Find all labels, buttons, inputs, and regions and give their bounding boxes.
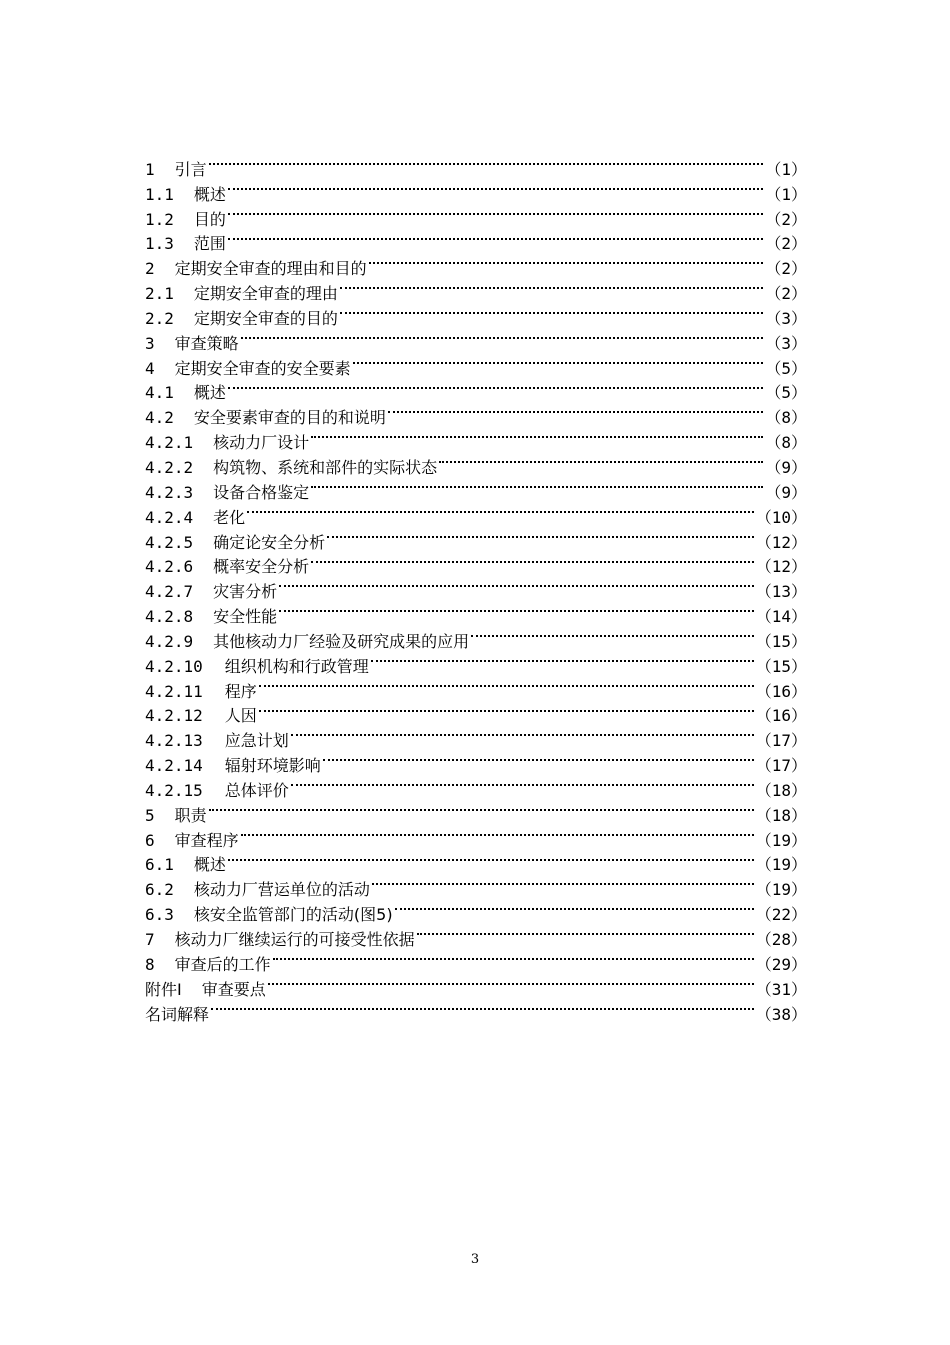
toc-entry-number: 1.2 [145, 209, 174, 229]
toc-entry-number: 4.2.4 [145, 507, 194, 527]
toc-entry-title: 审查程序 [174, 830, 239, 850]
toc-dot-leader [279, 572, 754, 597]
toc-dot-leader [323, 746, 754, 771]
toc-entry-number: 4.1 [145, 383, 174, 403]
toc-dot-leader [471, 622, 754, 647]
toc-entry-number: 1 [145, 159, 155, 179]
toc-dot-leader [259, 697, 754, 722]
toc-entry-number: 4.2.9 [145, 631, 194, 651]
toc-entry-number: 3 [145, 333, 155, 353]
toc-dot-leader [291, 721, 754, 746]
toc-dot-leader [340, 274, 763, 299]
toc-entry-page: （22） [755, 905, 807, 925]
toc-dot-leader [273, 945, 754, 970]
toc-dot-leader [228, 200, 763, 225]
toc-entry-page: （38） [755, 1004, 807, 1024]
toc-dot-leader [209, 796, 754, 821]
toc-dot-leader [417, 920, 754, 945]
toc-dot-leader [340, 299, 763, 324]
toc-entry-page: （12） [755, 557, 807, 577]
toc-entry-page: （18） [755, 780, 807, 800]
toc-entry-page: （17） [755, 756, 807, 776]
toc-entry[interactable] [145, 374, 807, 403]
toc-entry[interactable] [145, 846, 807, 875]
toc-entry-title: 目的 [193, 209, 226, 229]
toc-entry-title: 构筑物、系统和部件的实际状态 [213, 457, 438, 477]
toc-entry-page: （3） [765, 308, 807, 328]
page-number: 3 [470, 1252, 480, 1267]
toc-entry-number: 4.2.8 [145, 607, 194, 627]
toc-entry-page: （10） [755, 507, 807, 527]
toc-entry-page: （1） [765, 159, 807, 179]
toc-entry-number: 1.3 [145, 234, 174, 254]
toc-dot-leader [241, 324, 764, 349]
toc-entry-number: 4.2.14 [145, 756, 203, 776]
toc-entry-page: （19） [755, 830, 807, 850]
toc-entry-page: （16） [755, 706, 807, 726]
toc-entry-number: 4.2.10 [145, 656, 203, 676]
toc-dot-leader [327, 523, 754, 548]
toc-entry-number: 4.2.2 [145, 457, 194, 477]
toc-entry-title: 审查后的工作 [174, 954, 271, 974]
toc-entry-number: 4.2.1 [145, 433, 194, 453]
toc-entry-number: 4.2.5 [145, 532, 194, 552]
toc-entry[interactable] [145, 200, 807, 229]
toc-entry-page: （14） [755, 607, 807, 627]
toc-dot-leader [228, 225, 763, 250]
toc-entry-title: 灾害分析 [213, 582, 278, 602]
toc-entry-title: 核动力厂营运单位的活动 [193, 880, 370, 900]
table-of-contents [145, 150, 807, 1024]
toc-entry-number: 6.3 [145, 905, 174, 925]
toc-entry-page: （9） [765, 482, 807, 502]
toc-dot-leader [311, 423, 763, 448]
toc-entry-number: 7 [145, 930, 155, 949]
toc-entry[interactable] [145, 150, 807, 179]
toc-entry-title: 定期安全审查的安全要素 [174, 358, 351, 378]
toc-entry-title: 老化 [213, 507, 246, 527]
toc-dot-leader [388, 398, 763, 423]
toc-entry[interactable] [145, 796, 807, 825]
toc-entry-title: 组织机构和行政管理 [224, 656, 369, 676]
toc-entry-title: 职责 [174, 805, 207, 825]
toc-entry-number: 4.2.15 [145, 780, 203, 800]
toc-dot-leader [211, 995, 754, 1020]
toc-entry-title: 引言 [174, 159, 207, 179]
toc-entry-number: 4.2 [145, 408, 174, 428]
toc-entry-page: （8） [765, 408, 807, 428]
toc-dot-leader [371, 647, 754, 672]
toc-entry-title: 审查要点 [201, 979, 266, 999]
toc-entry-title: 定期安全审查的理由 [193, 284, 338, 304]
toc-entry-page: （2） [765, 234, 807, 254]
toc-dot-leader [279, 597, 754, 622]
toc-entry-number: 附件Ⅰ [145, 979, 182, 999]
toc-dot-leader [209, 150, 764, 175]
toc-entry-title: 安全性能 [213, 607, 278, 627]
toc-entry-page: （19） [755, 880, 807, 900]
toc-entry-number: 5 [145, 805, 155, 825]
toc-entry-page: （5） [765, 358, 807, 378]
toc-dot-leader [228, 175, 763, 200]
toc-entry-page: （9） [765, 457, 807, 477]
toc-entry[interactable] [145, 398, 807, 428]
toc-entry-page: （8） [765, 433, 807, 453]
toc-entry-page: （17） [755, 731, 807, 751]
toc-entry-number: 8 [145, 954, 155, 974]
toc-entry-title: 概述 [193, 855, 226, 875]
toc-entry-page: （28） [755, 930, 807, 949]
toc-entry-number: 4.2.11 [145, 681, 203, 701]
toc-entry-number: 4.2.6 [145, 557, 194, 577]
toc-entry-number: 1.1 [145, 184, 174, 204]
toc-entry[interactable] [145, 349, 807, 378]
toc-entry-title: 确定论安全分析 [213, 532, 326, 552]
toc-entry-page: （12） [755, 532, 807, 552]
toc-entry[interactable] [145, 324, 807, 353]
toc-entry-page: （31） [755, 979, 807, 999]
toc-dot-leader [311, 473, 763, 498]
toc-entry-title: 总体评价 [224, 780, 289, 800]
toc-entry-title: 程序 [224, 681, 257, 701]
toc-entry-number: 6.2 [145, 880, 174, 900]
toc-dot-leader [353, 349, 764, 374]
toc-dot-leader [395, 895, 754, 920]
toc-entry-title: 应急计划 [224, 731, 289, 751]
toc-entry-number: 4.2.7 [145, 582, 194, 602]
toc-entry-page: （5） [765, 383, 807, 403]
toc-dot-leader [259, 672, 754, 697]
toc-entry-page: （2） [765, 259, 807, 279]
toc-entry-title: 概述 [193, 383, 226, 403]
toc-entry-title: 人因 [224, 706, 257, 726]
toc-dot-leader [369, 249, 764, 274]
toc-entry-number: 2.1 [145, 284, 174, 304]
toc-entry-page: （13） [755, 582, 807, 602]
toc-entry-number: 2.2 [145, 308, 174, 328]
toc-entry-number: 4.2.12 [145, 706, 203, 726]
toc-entry-title: 定期安全审查的理由和目的 [174, 259, 367, 279]
toc-entry-page: （3） [765, 333, 807, 353]
toc-entry-number: 4.2.13 [145, 731, 203, 751]
toc-entry-title: 安全要素审查的目的和说明 [193, 408, 386, 428]
toc-entry-number: 2 [145, 259, 155, 279]
toc-dot-leader [241, 821, 754, 846]
toc-entry-page: （15） [755, 631, 807, 651]
toc-entry-page: （19） [755, 855, 807, 875]
toc-entry-title: 概述 [193, 184, 226, 204]
toc-entry-title: 核动力厂设计 [213, 433, 310, 453]
toc-entry-number: 6 [145, 830, 155, 850]
toc-entry-number: 4 [145, 358, 155, 378]
toc-entry-title: 审查策略 [174, 333, 239, 353]
toc-dot-leader [228, 846, 754, 871]
toc-entry-title: 核安全监管部门的活动(图5) [193, 905, 393, 925]
toc-entry-number: 6.1 [145, 855, 174, 875]
toc-entry[interactable] [145, 870, 807, 900]
toc-entry[interactable] [145, 249, 807, 279]
toc-entry-page: （2） [765, 284, 807, 304]
toc-entry-title: 设备合格鉴定 [213, 482, 310, 502]
toc-entry-title: 范围 [193, 234, 226, 254]
toc-entry-page: （15） [755, 656, 807, 676]
toc-entry[interactable] [145, 225, 807, 254]
toc-entry-title: 名词解释 [145, 1004, 210, 1024]
toc-entry[interactable] [145, 995, 807, 1024]
toc-entry-page: （1） [765, 184, 807, 204]
toc-entry-number: 4.2.3 [145, 482, 194, 502]
toc-dot-leader [372, 870, 754, 895]
toc-entry-page: （29） [755, 954, 807, 974]
toc-dot-leader [439, 448, 763, 473]
toc-dot-leader [268, 970, 754, 995]
toc-entry-title: 核动力厂继续运行的可接受性依据 [174, 930, 415, 949]
toc-entry-page: （2） [765, 209, 807, 229]
toc-dot-leader [291, 771, 754, 796]
toc-entry-title: 辐射环境影响 [224, 756, 321, 776]
toc-entry-title: 其他核动力厂经验及研究成果的应用 [213, 631, 470, 651]
toc-dot-leader [247, 498, 754, 523]
toc-entry-title: 概率安全分析 [213, 557, 310, 577]
toc-entry[interactable] [145, 175, 807, 204]
toc-entry-title: 定期安全审查的目的 [193, 308, 338, 328]
toc-entry-page: （16） [755, 681, 807, 701]
toc-entry[interactable] [145, 821, 807, 850]
toc-entry-page: （18） [755, 805, 807, 825]
toc-dot-leader [311, 548, 754, 573]
toc-dot-leader [228, 374, 763, 399]
